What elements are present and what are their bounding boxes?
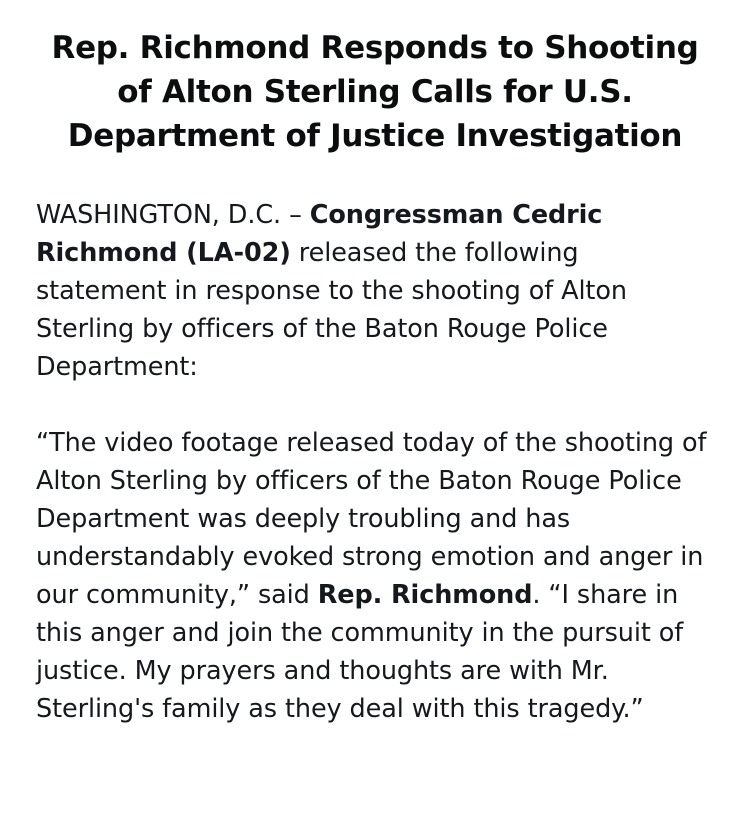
emphasized-text: Rep. Richmond xyxy=(317,580,533,610)
page-title: Rep. Richmond Responds to Shooting of Alton Sterling Calls for U.S. Department of Justice Investigation xyxy=(51,30,699,154)
text-run: “The video footage released today of the shooting of Alton Sterling by officers of the Baton Rouge Police Department was deeply troubling and has understandably evoked strong emotion and anger in our community,” said xyxy=(36,428,707,610)
statement-paragraph xyxy=(36,424,714,728)
emphasized-text: Congressman Cedric Richmond (LA-02) xyxy=(36,200,603,268)
text-run: WASHINGTON, D.C. – xyxy=(36,200,310,230)
text-run: . “I share in this anger and join the community in the pursuit of justice. My prayers and thoughts are with Mr. Sterling's family as they deal with this tragedy.” xyxy=(36,580,684,724)
dateline-paragraph xyxy=(36,196,714,386)
text-run: released the following statement in response to the shooting of Alton Sterling by officers of the Baton Rouge Police Department: xyxy=(36,238,627,382)
